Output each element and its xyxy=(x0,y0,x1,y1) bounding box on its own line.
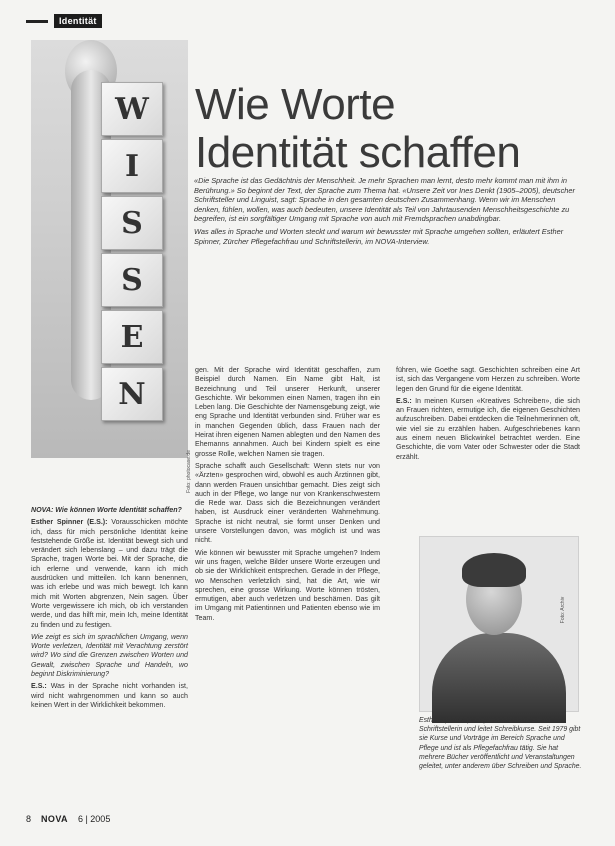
speaker-name: Esther Spinner (E.S.): xyxy=(31,518,108,527)
author-portrait xyxy=(419,536,579,712)
answer-text: Vorausschicken möchte ich, dass für mich persönliche Identität keine feststehende Größe ist. Identität bewegt sich und verändert sich lebenslang – und dazu trägt die Sprache, tragen Worte bei. Mit der Sprache, die ich erlerne und verwende, kann ich mich ausdrücken und mitteilen. Ich kann benennen, was ich erlebe und was mich bewegt. Ich kann mich mit Worten abgrenzen, Nein sagen. Über Worte vergewissere ich mich, ob ich verstanden werde, und das hilft mir, mein Ich, meine Identität zu finden und zu festigen. xyxy=(31,518,188,629)
letter-tile: E xyxy=(101,310,163,364)
text-column-3 xyxy=(396,366,580,465)
body-paragraph: führen, wie Goethe sagt. Geschichten schreiben eine Art ist, sich das Vergangene vom Herzen zu schreiben. Worte legen den Grund für die eigene Identität. xyxy=(396,366,580,393)
section-header xyxy=(26,14,102,28)
lead-paragraph: «Die Sprache ist das Gedächtnis der Menschheit. Je mehr Sprachen man lernt, desto mehr kommt man mit ihm in Berührung.» So beginnt der Text, der Sprache zum Thema hat. «Unsere Zeit vor Ines Denkt (1905–2005), deutscher Schriftsteller und Linguist, sagt: Sprache in den gesamten deutschen Zusammenhang. Wenn wir im Menschen denken, fühlen, wollen, was auch bedeuten, unsere Identität als Teil von Jahrtausenden Menschheitsgeschichte zu begreifen, ist ein sorgfältiger Umgang mit Sprache von auch mit Fremdsprachen unabdingbar. xyxy=(194,176,575,224)
letter-tile: S xyxy=(101,253,163,307)
text-column-1 xyxy=(31,506,188,713)
body-paragraph: gen. Mit der Sprache wird Identität geschaffen, zum Beispiel durch Namen. Ein Name gibt Halt, ist Bezeichnung und Teil unserer Herkunft, unserer Geschichte. Wir bekommen einen Namen, tragen ihn ein Leben lang. Die Geschichte der Namensgebung zeigt, wie eng Sprache und Identität verbunden sind. Früher war es in manchen Gegenden üblich, dass Frauen nach der Heirat ihren eigenen Namen ablegten und den Namen des Ehemanns annahmen. Auch bei Kindern spielt es eine grosse Rolle, welchen Namen sie tragen. xyxy=(195,366,380,458)
portrait-torso xyxy=(432,633,566,723)
portrait-caption: Esther Spinner (1948) lebt in Zürich. Sie ist Schriftstellerin und leitet Schreibkurse. Seit 1979 gibt sie Kurse und Vorträge im Bereich Sprache und Pflege und ist als Pflegefachfrau tätig. Sie hat mehrere Bücher veröffentlicht und Veranstaltungen geleitet, unter anderem über Schreiben und Sprache. xyxy=(419,717,582,771)
interview-question: NOVA: Wie können Worte Identität schaffen? xyxy=(31,506,182,514)
article-lead xyxy=(194,176,580,249)
interview-answer xyxy=(396,397,580,462)
section-rule xyxy=(26,20,48,23)
interview-answer xyxy=(31,682,188,710)
interview-answer xyxy=(31,518,188,630)
article-title xyxy=(195,81,595,177)
speaker-name: E.S.: xyxy=(396,396,412,405)
letter-tile: N xyxy=(101,367,163,421)
letter-tile: I xyxy=(101,139,163,193)
title-line: Wie Worte xyxy=(195,80,396,130)
text-column-2 xyxy=(195,366,380,626)
body-paragraph: Wie können wir bewusster mit Sprache umgehen? Indem wir uns fragen, welche Bilder unsere Worte erzeugen und ob sie der Wirklichkeit entsprechen. Gerade in der Pflege, wo Menschen verletzlich sind, hat die Art, wie wir sprechen, eine grosse Wirkung. Worte können trösten, ermutigen, aber auch verletzen und beschämen. Das gilt im Umgang mit Patientinnen und Patienten ebenso wie im Team. xyxy=(195,548,380,622)
photo-credit: Foto: photocase.de xyxy=(186,450,192,493)
magazine-name: NOVA xyxy=(41,814,68,824)
letter-tile: S xyxy=(101,196,163,250)
page-number: 8 xyxy=(26,814,32,824)
answer-text: Was in der Sprache nicht vorhanden ist, wird nicht wahrgenommen und kann so auch keinen Wert in der Wirklichkeit bekommen. xyxy=(31,682,188,709)
answer-text: In meinen Kursen «Kreatives Schreiben», die sich an Frauen richten, ermutige ich, die eigenen Geschichten aufzuschreiben. Dabei entdecken die Teilnehmerinnen oft, wie viel sie zu erzählen haben. Aufgeschriebenes kann aus einem neuen Blickwinkel betrachtet werden. Eine Geschichte, die vom Vater oder Schwester oder die Stadt erzählt. xyxy=(396,396,580,461)
body-paragraph: Sprache schafft auch Gesellschaft: Wenn stets nur von «Ärzten» gesprochen wird, obwohl es auch Ärztinnen gibt, dann werden Frauen unsichtbar gemacht. Dies zeigt sich auch in der Pflege, wo lange nur von Krankenschwestern die Rede war. Dass sich die Bezeichnungen verändert haben, ist Ausdruck einer veränderten Wahrnehmung. Sprache ist nicht neutral, sie formt unser Denken und unsere Vorstellungen davon, was möglich ist und was nicht. xyxy=(195,461,380,545)
issue-number: 6 | 2005 xyxy=(77,814,111,824)
lead-paragraph: Was alles in Sprache und Worten steckt und warum wir bewusster mit Sprache umgehen sollten, erläutert Esther Spinner, Zürcher Pflegefachfrau und Schriftstellerin, im NOVA-Interview. xyxy=(194,226,564,246)
speaker-name: E.S.: xyxy=(31,682,47,691)
interview-question: Wie zeigt es sich im sprachlichen Umgang, wenn Worte verletzen, Identität mit Verachtung zerstört wird? Wo sind die Grenzen zwischen Worten und Gewalt, zwischen Sprache und Handeln, wo beginnt Diskriminierung? xyxy=(31,632,188,679)
hero-image xyxy=(31,40,192,493)
portrait-hair xyxy=(462,553,526,587)
letter-tile: W xyxy=(101,82,163,136)
letter-tiles xyxy=(101,82,181,424)
title-line: Identität schaffen xyxy=(195,128,521,178)
portrait-credit: Foto: Archiv xyxy=(559,596,566,624)
page-footer xyxy=(26,814,110,824)
section-tag: Identität xyxy=(54,14,102,28)
